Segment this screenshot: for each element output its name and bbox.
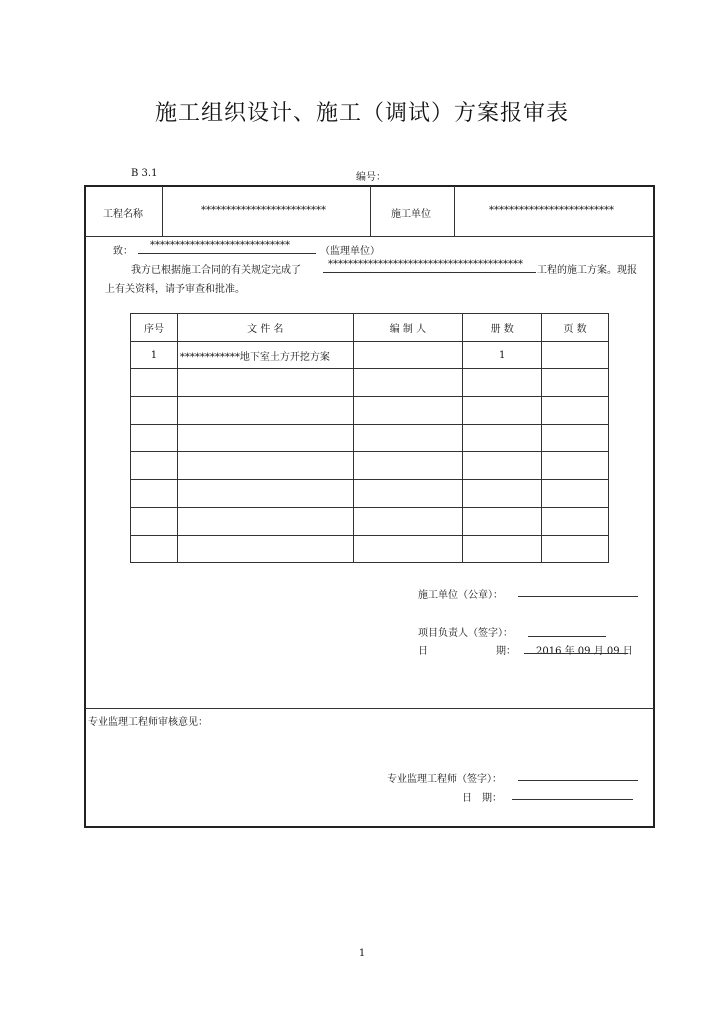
cell-pages (542, 507, 609, 535)
cell-pages (542, 452, 609, 480)
table-row (131, 535, 609, 563)
cell-author (353, 507, 463, 535)
supervisor-opinion-label: 专业监理工程师审核意见： (88, 717, 208, 728)
contractor-label: 施工单位 (391, 209, 431, 220)
cell-filename (177, 507, 353, 535)
cell-seq (131, 535, 178, 563)
cell-author (353, 452, 463, 480)
table-row (131, 369, 609, 397)
manager-label: 项目负责人（签字）： (418, 628, 513, 639)
cell-author (353, 424, 463, 452)
page-title: 施工组织设计、施工（调试）方案报审表 (154, 101, 569, 126)
date-underline (524, 653, 628, 654)
date-label-a: 日 (418, 646, 428, 657)
to-suffix: （监理单位） (320, 246, 380, 257)
cell-seq (131, 507, 178, 535)
supervisor-divider (85, 708, 654, 709)
header-volumes: 册 数 (463, 314, 542, 342)
cell-author (353, 341, 463, 369)
cell-seq (131, 397, 178, 425)
cell-seq (131, 424, 178, 452)
table-header-row (131, 314, 609, 342)
cell-pages (542, 397, 609, 425)
cell-author (353, 535, 463, 563)
cell-volumes (463, 480, 542, 508)
cell-filename (177, 369, 353, 397)
cell-seq (131, 480, 178, 508)
letter-line1-suffix: 工程的施工方案。现报 (537, 265, 637, 276)
cell-filename (177, 397, 353, 425)
cell-volumes (463, 369, 542, 397)
header-divider-1 (162, 186, 163, 236)
cell-seq (131, 369, 178, 397)
cell-filename: ************地下室土方开挖方案 (177, 341, 353, 369)
cell-volumes (463, 507, 542, 535)
to-underline (138, 253, 316, 254)
number-label: 编号： (356, 172, 386, 183)
cell-pages (542, 535, 609, 563)
table-row (131, 424, 609, 452)
to-label: 致： (113, 246, 133, 257)
table-row (131, 480, 609, 508)
header-pages: 页 数 (542, 314, 609, 342)
letter-line2: 上有关资料，请予审查和批准。 (105, 284, 245, 295)
date-label-b: 期： (496, 646, 516, 657)
cell-filename (177, 452, 353, 480)
seal-underline (518, 596, 638, 597)
header-filename: 文 件 名 (177, 314, 353, 342)
header-divider-3 (454, 186, 455, 236)
header-seq: 序号 (131, 314, 178, 342)
cell-volumes (463, 397, 542, 425)
cell-pages (542, 369, 609, 397)
contractor-value: ************************* (489, 205, 614, 216)
cell-pages (542, 480, 609, 508)
table-row (131, 341, 609, 369)
supervisor-sign-label: 专业监理工程师（签字）： (387, 774, 502, 785)
manager-underline (528, 636, 606, 637)
header-author: 编 制 人 (353, 314, 463, 342)
cell-author (353, 480, 463, 508)
cell-seq (131, 452, 178, 480)
cell-author (353, 369, 463, 397)
cell-filename (177, 535, 353, 563)
line1-underline (323, 272, 536, 273)
cell-volumes: 1 (463, 341, 542, 369)
supervisor-sign-underline (518, 780, 638, 781)
table-row (131, 507, 609, 535)
page-number: 1 (358, 948, 366, 959)
table-row (131, 452, 609, 480)
project-name-value: ************************* (201, 205, 326, 216)
header-divider-2 (370, 186, 371, 236)
to-value: **************************** (150, 240, 290, 251)
cell-pages (542, 424, 609, 452)
cell-seq: 1 (131, 341, 178, 369)
supervisor-date-label: 日 期： (462, 793, 502, 804)
cell-filename (177, 480, 353, 508)
table-row (131, 397, 609, 425)
file-table (130, 313, 609, 563)
header-bottom-line (85, 236, 654, 237)
cell-pages (542, 341, 609, 369)
project-name-label: 工程名称 (103, 209, 143, 220)
date-value: 2016 年 09 月 09 日 (536, 646, 633, 657)
cell-volumes (463, 424, 542, 452)
cell-author (353, 397, 463, 425)
cell-filename (177, 424, 353, 452)
cell-volumes (463, 452, 542, 480)
supervisor-date-underline (512, 799, 633, 800)
cell-volumes (463, 535, 542, 563)
letter-line1-value: *************************************** (328, 259, 523, 270)
form-code: B 3.1 (131, 168, 158, 179)
seal-label: 施工单位（公章）： (418, 590, 503, 601)
letter-line1-prefix: 我方已根据施工合同的有关规定完成了 (131, 265, 301, 276)
